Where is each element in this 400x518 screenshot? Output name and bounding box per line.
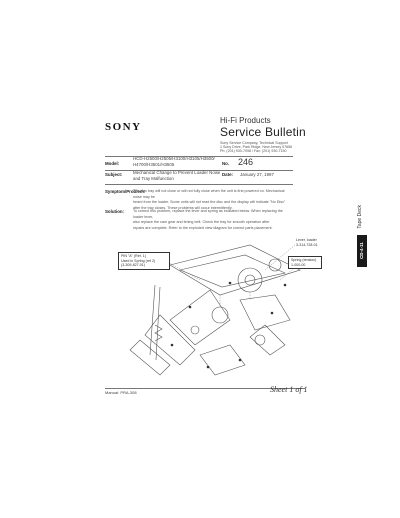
- subject-label: Subject:: [105, 172, 123, 177]
- exploded-view-diagram: [100, 225, 320, 390]
- callout-lever-line-1: Lever, loader: [296, 238, 317, 242]
- subject-rule: [105, 184, 293, 185]
- side-tab-label: Tape Deck: [357, 205, 363, 229]
- date-value: January 27, 1997: [240, 172, 274, 177]
- callout-pin-a: [118, 252, 170, 270]
- model-value-line-2: H4700/H3501/H3505: [133, 162, 175, 167]
- callout-pin-a-line-1: PIN "A" (Ref. 1): [121, 254, 146, 258]
- date-label: Date:: [222, 172, 233, 177]
- solution-line-3: repairs are complete. Refer to the exploded view diagram for correct parts placement.: [133, 225, 273, 230]
- callout-lever-line-2: 3-314-728-01: [296, 242, 318, 247]
- solution-line-1: To correct this problem, replace the lever and spring as indicated below. When replacing the loader lever,: [133, 209, 283, 219]
- callout-pin-a-line-3: (3-309-827-01): [121, 263, 145, 267]
- bulletin-number-label: No.: [222, 161, 230, 166]
- side-tab: CD-4-11: [357, 235, 367, 267]
- bulletin-number: 246: [238, 157, 254, 167]
- address-line-3: Ph: (201) 930-7098 / Fax: (201) 930-7150: [220, 149, 287, 153]
- callout-spring: [288, 256, 322, 269]
- callout-spring-line-2: 1-000-00: [291, 262, 306, 267]
- address-line-2: 1 Sony Drive, Park Ridge, New Jersey 07656: [220, 145, 293, 149]
- subject-value-line-2: and Tray Malfunction: [133, 176, 174, 181]
- subject-value-line-1: Mechanical Change to Prevent Loader Noise: [133, 170, 221, 175]
- symptom-line-3: after the tray closes. These problems will occur intermittently.: [133, 205, 233, 210]
- callout-spring-line-1: Spring (tension): [291, 258, 317, 262]
- solution-line-2: also replace the cam gear and timing belt. Check the tray for smooth operation after: [133, 220, 270, 225]
- model-label: Model:: [105, 161, 120, 166]
- callout-lever: [296, 238, 318, 247]
- model-value-line-1: HCD-H2500/H2505/H3100/H3105/H3500/: [133, 156, 215, 161]
- solution-label: Solution:: [105, 209, 125, 214]
- callout-pin-a-line-2: Used in Spring (ref 2): [121, 258, 156, 263]
- address-line-1: Sony Service Company, Technical Support: [220, 141, 288, 145]
- symptom-line-2: heard from the loader. Some units will not read the disc and the display will indicate "No Disc": [133, 200, 286, 205]
- footer-manual: Manual: PRA-308: [105, 390, 137, 395]
- symptom-label: Symptom/Problem:: [105, 189, 146, 194]
- department-label: Hi-Fi Products: [220, 116, 271, 125]
- sony-logo: SONY: [105, 121, 142, 133]
- bulletin-title: Service Bulletin: [220, 125, 306, 139]
- footer-sheet: Sheet 1 of 1: [270, 385, 308, 394]
- symptom-line-1: The disc tray will not close or will not fully close when the unit is first powered on. Mechanical noise may be: [133, 189, 285, 199]
